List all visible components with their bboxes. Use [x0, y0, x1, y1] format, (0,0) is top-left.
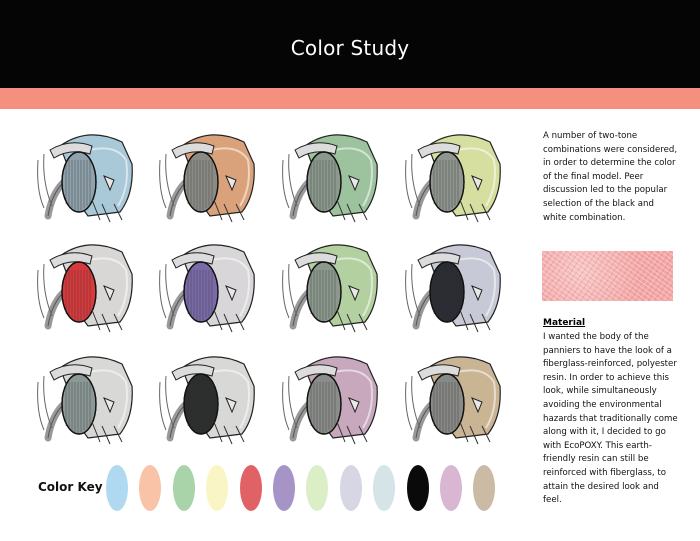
- pannier-illustration: [398, 120, 508, 225]
- color-key-swatch: [306, 465, 328, 511]
- pannier-illustration: [152, 230, 262, 335]
- color-key: [106, 465, 496, 513]
- color-key-swatch: [373, 465, 395, 511]
- page-title: Color Study: [290, 36, 410, 60]
- pannier-illustration: [398, 230, 508, 335]
- pannier-illustration: [30, 342, 140, 447]
- pannier-illustration: [275, 120, 385, 225]
- color-key-swatch: [440, 465, 462, 511]
- color-key-swatch: [173, 465, 195, 511]
- pannier-illustration: [275, 342, 385, 447]
- pannier-illustration: [152, 120, 262, 225]
- accent-band: [0, 88, 700, 109]
- color-key-swatch: [206, 465, 228, 511]
- pannier-illustration: [30, 230, 140, 335]
- material-heading: Material: [543, 318, 586, 328]
- pannier-illustration: [398, 342, 508, 447]
- pannier-illustration: [152, 342, 262, 447]
- pannier-illustration: [275, 230, 385, 335]
- color-key-swatch: [106, 465, 128, 511]
- color-key-swatch: [139, 465, 161, 511]
- color-key-label: Color Key: [38, 480, 103, 494]
- material-text: I wanted the body of the panniers to have the look of a fiberglass-reinforced, polyester resin. In order to achieve this look, while simultaneously avoiding the environmental hazards that traditionally come along with it, I decided to go with EcoPOXY. This earth-friendly resin can still be reinforced with fiberglass, to attain the desired look and feel.: [543, 332, 678, 506]
- color-key-swatch: [407, 465, 429, 511]
- intro-text: A number of two-tone combinations were considered, in order to determine the color of the final model. Peer discussion led to the popular selection of the black and white combination.: [543, 131, 678, 223]
- color-key-swatch: [273, 465, 295, 511]
- color-key-swatch: [340, 465, 362, 511]
- pannier-illustration: [30, 120, 140, 225]
- color-key-swatch: [240, 465, 262, 511]
- material-swatch: [542, 251, 673, 301]
- pannier-grid: [30, 120, 515, 460]
- color-key-swatch: [473, 465, 495, 511]
